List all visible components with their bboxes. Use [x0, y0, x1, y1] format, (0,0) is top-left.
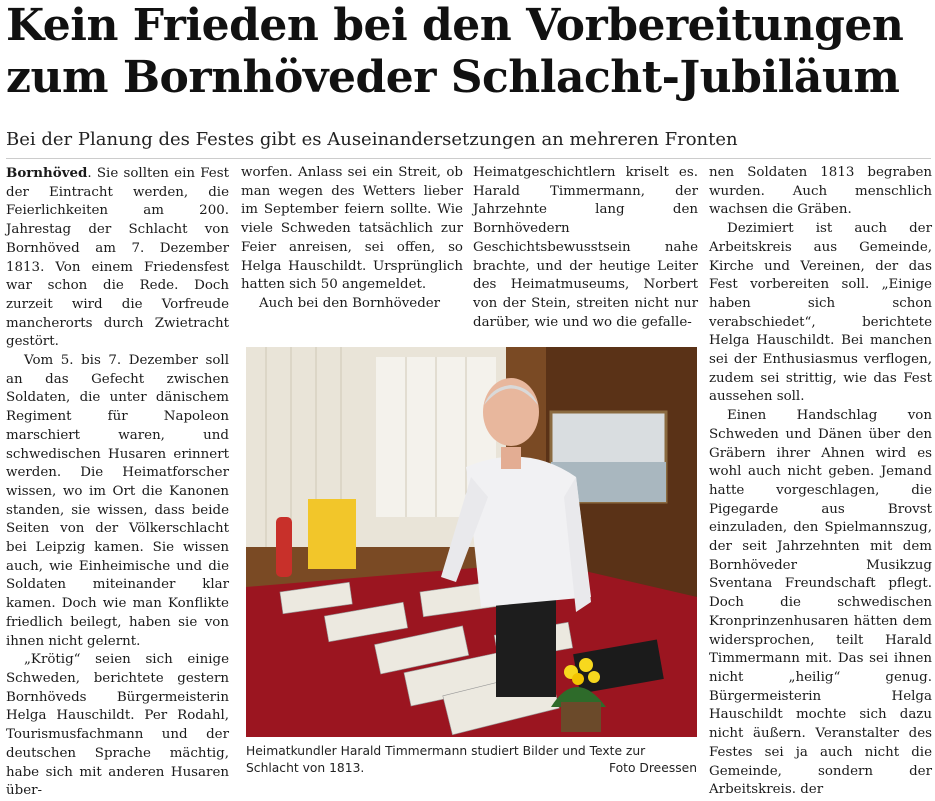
paragraph: worfen. Anlass sei ein Streit, ob man wegen des Wetters lieber im September feiern sollte. Wie viele Schweden tatsächlich zur Feier anreisen, sei offen, so Helga Hauschildt. Ursprünglich hatten sich 50 angemeldet.	[241, 165, 463, 293]
photo-caption	[246, 743, 697, 777]
headline-line-1: Kein Frieden bei den Vorbereitungen	[6, 0, 904, 51]
caption-text: Heimatkundler Harald Timmermann studiert Bilder und Texte zur Schlacht von 1813.	[246, 744, 646, 775]
article-headline	[6, 0, 931, 104]
headline-line-2: zum Bornhöveder Schlacht-Jubiläum	[6, 52, 900, 103]
text-column-2	[241, 164, 463, 314]
paragraph	[6, 164, 229, 352]
paragraph: Vom 5. bis 7. Dezember soll an das Gefecht zwischen Soldaten, die unter dänischem Regiment für Napoleon marschiert waren, und schwedischen Husaren erinnert werden. Die Heimatforscher wissen, wo im Ort die Kanonen standen, sie wissen, dass beide Seiten von der Völkerschlacht bei Leipzig kamen. Sie wissen auch, wie Einheimische und die Soldaten miteinander klar kamen. Doch wie man Konflikte friedlich beilegt, haben sie von ihnen nicht gelernt.	[6, 353, 229, 649]
paragraph: Dezimiert ist auch der Arbeitskreis aus Gemeinde, Kirche und Vereinen, der das Fest vorbereiten soll. „Einige haben sich schon verabschiedet“, berichtete Helga Hauschildt. Bei manchen sei der Enthusiasmus verflogen, zudem sei strittig, wie das Fest aussehen soll.	[709, 221, 932, 405]
text-column-3	[473, 164, 698, 332]
paragraph: „Krötig“ seien sich einige Schweden, berichtete gestern Bornhöveds Bürgermeisterin Helga Hauschildt. Per Rodahl, Tourismusfachmann und der deutschen Sprache mächtig, habe sich mit anderen Husaren über-	[6, 652, 229, 799]
photo-yellow-folder	[308, 499, 356, 569]
text-column-4	[709, 164, 932, 800]
paragraph: Auch bei den Bornhöveder	[259, 295, 441, 311]
dateline: Bornhöved	[6, 165, 88, 181]
paragraph: Heimatgeschichtlern kriselt es. Harald Timmermann, der Jahrzehnte lang den Bornhövedern Geschichtsbewusstsein nahe brachte, und der heutige Leiter des Heimatmuseums, Norbert von der Stein, streiten nicht nur darüber, wie und wo die gefalle-	[473, 165, 698, 330]
divider	[6, 158, 931, 159]
photo-credit: Foto Dreessen	[609, 761, 697, 775]
paragraph-text: . Sie sollten ein Fest der Eintracht werden, die Feierlichkeiten am 200. Jahrestag der Schlacht von Bornhöved am 7. Dezember 1813. Von einem Friedensfest war schon die Rede. Doch zurzeit wird die Vorfreude mancherorts durch Zwietracht gestört.	[6, 166, 229, 350]
photo-illustration	[246, 347, 697, 737]
photo-bottle	[276, 517, 292, 577]
text-column-1	[6, 164, 229, 801]
article-photo	[246, 347, 697, 737]
paragraph: nen Soldaten 1813 begraben wurden. Auch menschlich wachsen die Gräben.	[709, 165, 932, 218]
article-subheadline: Bei der Planung des Festes gibt es Auseinandersetzungen an mehreren Fronten	[6, 129, 738, 150]
paragraph: Einen Handschlag von Schweden und Dänen über den Gräbern ihrer Ahnen wird es wohl auch nicht geben. Jemand hatte vorgeschlagen, die Pigegarde aus Brovst einzuladen, den Spielmannszug, der seit Jahrzehnten mit dem Bornhöveder Musikzug Sventana Freundschaft pflegt. Doch die schwedischen Kronprinzenhusaren hätten dem widersprochen, teilt Harald Timmermann mit. Das sei ihnen nicht „heilig“ genug. Bürgermeisterin Helga Hauschildt mochte sich dazu nicht äußern. Veranstalter des Festes sei ja auch nicht die Gemeinde, sondern der Arbeitskreis. der	[709, 408, 932, 798]
